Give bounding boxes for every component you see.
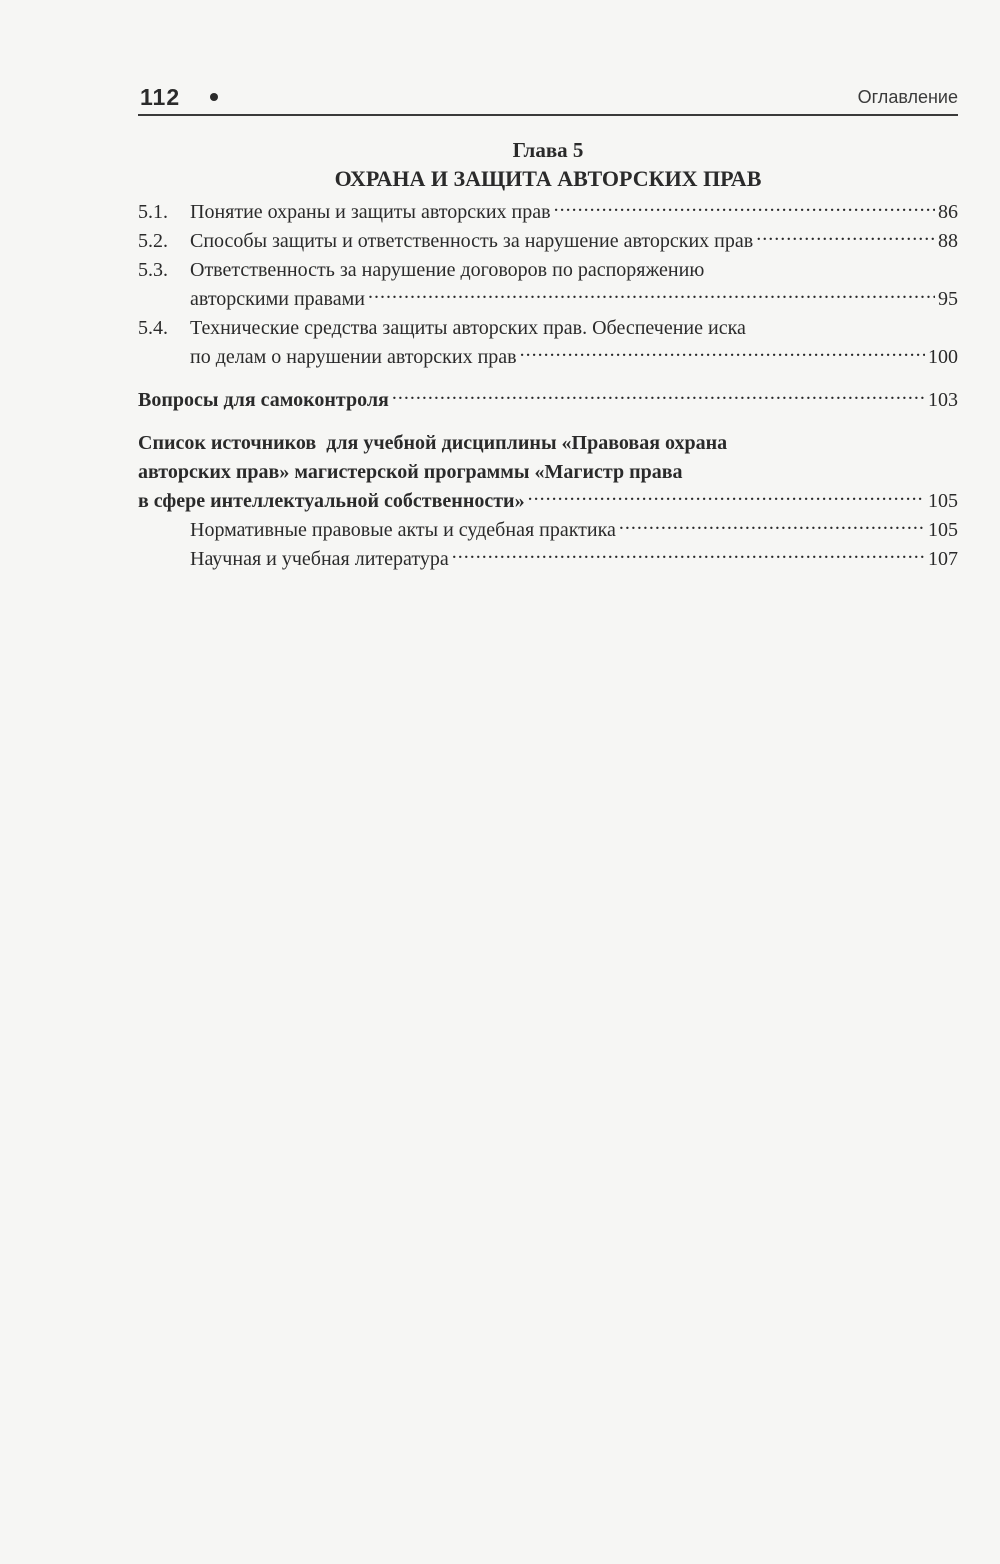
toc-entry-page: 103 bbox=[928, 389, 958, 411]
toc-entry-title: Вопросы для самоконтроля bbox=[138, 389, 389, 411]
bullet-icon bbox=[210, 93, 218, 101]
toc-entry-5-3[interactable] bbox=[138, 256, 958, 314]
chapter-title: ОХРАНА И ЗАЩИТА АВТОРСКИХ ПРАВ bbox=[334, 166, 762, 191]
toc-entry-page: 100 bbox=[928, 346, 958, 368]
toc-entry-title: Ответственность за нарушение договоров по распоряжению bbox=[190, 259, 705, 281]
toc-entry-page: 88 bbox=[938, 230, 958, 252]
toc-entry-title: Способы защиты и ответственность за нарушение авторских прав bbox=[190, 230, 754, 252]
toc-entry-number: 5.3. bbox=[138, 259, 168, 281]
dot-leader bbox=[528, 487, 925, 507]
page-number: 112 bbox=[140, 84, 181, 110]
toc-entry-title: Понятие охраны и защиты авторских прав bbox=[190, 201, 551, 223]
running-header bbox=[138, 84, 958, 116]
toc-entry-number: 5.1. bbox=[138, 201, 168, 223]
chapter-heading bbox=[138, 136, 958, 194]
toc-entry-page: 105 bbox=[928, 490, 958, 512]
toc-entry-title-continued: авторскими правами bbox=[190, 288, 365, 310]
dot-leader bbox=[368, 285, 935, 305]
running-section-title: Оглавление bbox=[857, 87, 958, 107]
dot-leader bbox=[452, 545, 925, 565]
toc-entry-5-2[interactable] bbox=[138, 227, 958, 256]
table-of-contents bbox=[138, 198, 958, 574]
toc-entry-title: Нормативные правовые акты и судебная практика bbox=[190, 519, 616, 541]
toc-entry-title: Технические средства защиты авторских прав. Обеспечение иска bbox=[190, 317, 746, 339]
dot-leader bbox=[554, 198, 935, 218]
dot-leader bbox=[392, 386, 925, 406]
toc-entry-sources[interactable] bbox=[138, 429, 958, 516]
toc-entry-questions[interactable] bbox=[138, 386, 958, 415]
dot-leader bbox=[619, 516, 925, 536]
dot-leader bbox=[756, 227, 935, 247]
toc-entry-5-4[interactable] bbox=[138, 314, 958, 372]
toc-entry-page: 95 bbox=[938, 288, 958, 310]
toc-entry-title-continued: в сфере интеллектуальной собственности» bbox=[138, 490, 525, 512]
toc-entry-title: Научная и учебная литература bbox=[190, 548, 449, 570]
toc-entry-5-1[interactable] bbox=[138, 198, 958, 227]
toc-subentry-normative-acts[interactable] bbox=[138, 516, 958, 545]
toc-entry-number: 5.4. bbox=[138, 317, 168, 339]
toc-subentry-literature[interactable] bbox=[138, 545, 958, 574]
toc-entry-number: 5.2. bbox=[138, 230, 168, 252]
dot-leader bbox=[520, 343, 925, 363]
toc-entry-title: Список источников для учебной дисциплины «Правовая охрана bbox=[138, 432, 728, 454]
toc-entry-page: 86 bbox=[938, 201, 958, 223]
chapter-label: Глава 5 bbox=[512, 138, 584, 162]
toc-entry-page: 107 bbox=[928, 548, 958, 570]
toc-entry-page: 105 bbox=[928, 519, 958, 541]
toc-entry-title-continued: авторских прав» магистерской программы «Магистр права bbox=[138, 461, 683, 483]
toc-entry-title-continued: по делам о нарушении авторских прав bbox=[190, 346, 517, 368]
